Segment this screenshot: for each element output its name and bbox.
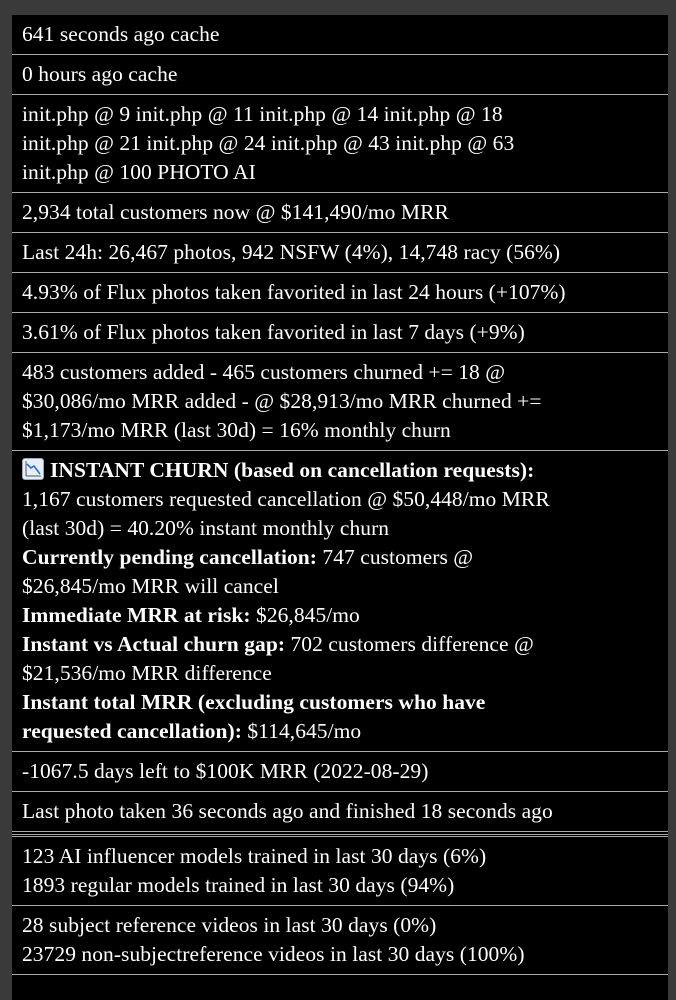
pending-cancellation-value-1: 747 customers @ [317, 545, 474, 569]
cache-hours-text: 0 hours ago cache [22, 62, 178, 86]
mrr-at-risk-label: Immediate MRR at risk: [22, 603, 251, 627]
flux-favorited-7d-text: 3.61% of Flux photos taken favorited in last 7 days (+9%) [22, 320, 525, 344]
churn-gap-label: Instant vs Actual churn gap: [22, 632, 286, 656]
instant-churn-line-1: 1,167 customers requested cancellation @ $50,448/mo MRR [22, 487, 550, 511]
cache-hours-row [12, 55, 668, 95]
init-timings-line-1: init.php @ 9 init.php @ 11 init.php @ 14 init.php @ 18 [22, 102, 503, 126]
init-timings-row [12, 95, 668, 193]
monthly-churn-row [12, 353, 668, 451]
nonsubject-videos-text: 23729 non-subjectreference videos in last 30 days (100%) [22, 942, 525, 966]
monthly-churn-line-2: $30,086/mo MRR added - @ $28,913/mo MRR churned += [22, 389, 542, 413]
instant-total-mrr-value: $114,645/mo [241, 719, 362, 743]
stats-panel [12, 15, 668, 1000]
instant-churn-section [12, 451, 668, 752]
instant-total-mrr-label-2: requested cancellation): [22, 719, 242, 743]
total-customers-row [12, 193, 668, 233]
instant-churn-line-2: (last 30d) = 40.20% instant monthly churn [22, 516, 390, 540]
models-trained-row [12, 837, 668, 906]
last-24h-text: Last 24h: 26,467 photos, 942 NSFW (4%), 14,748 racy (56%) [22, 240, 561, 264]
days-left-text: -1067.5 days left to $100K MRR (2022-08-29) [22, 759, 429, 783]
flux-favorited-24h-row [12, 273, 668, 313]
pending-cancellation-value-2: $26,845/mo MRR will cancel [22, 574, 279, 598]
init-timings-line-3: init.php @ 100 PHOTO AI [22, 160, 256, 184]
churn-gap-value-1: 702 customers difference @ [285, 632, 534, 656]
influencer-models-text: 123 AI influencer models trained in last 30 days (6%) [22, 844, 487, 868]
pending-cancellation-line-1 [22, 543, 658, 572]
flux-favorited-24h-text: 4.93% of Flux photos taken favorited in last 24 hours (+107%) [22, 280, 566, 304]
days-left-row [12, 752, 668, 792]
monthly-churn-line-1: 483 customers added - 465 customers churned += 18 @ [22, 360, 506, 384]
init-timings-line-2: init.php @ 21 init.php @ 24 init.php @ 43 init.php @ 63 [22, 131, 515, 155]
last-photo-row [12, 792, 668, 835]
chart-decreasing-icon [22, 458, 44, 480]
pending-cancellation-label: Currently pending cancellation: [22, 545, 317, 569]
regular-models-text: 1893 regular models trained in last 30 days (94%) [22, 873, 455, 897]
monthly-churn-line-3: $1,173/mo MRR (last 30d) = 16% monthly churn [22, 418, 451, 442]
last-24h-row [12, 233, 668, 273]
instant-total-mrr-label-text-1: Instant total MRR (excluding customers who have [22, 690, 486, 714]
instant-total-mrr-label-1 [22, 688, 658, 717]
churn-gap-value-2: $21,536/mo MRR difference [22, 661, 272, 685]
videos-row [12, 906, 668, 975]
mrr-at-risk-value: $26,845/mo [250, 603, 360, 627]
instant-total-mrr-line-2 [22, 717, 658, 746]
flux-favorited-7d-row [12, 313, 668, 353]
cache-seconds-row [12, 15, 668, 55]
mrr-at-risk-line [22, 601, 658, 630]
subject-videos-text: 28 subject reference videos in last 30 days (0%) [22, 913, 437, 937]
cache-seconds-text: 641 seconds ago cache [22, 22, 220, 46]
instant-churn-heading-line [22, 456, 658, 485]
last-photo-text: Last photo taken 36 seconds ago and finished 18 seconds ago [22, 799, 553, 823]
total-customers-text: 2,934 total customers now @ $141,490/mo MRR [22, 200, 449, 224]
instant-churn-heading: INSTANT CHURN (based on cancellation requests): [50, 458, 535, 482]
churn-gap-line-1 [22, 630, 658, 659]
